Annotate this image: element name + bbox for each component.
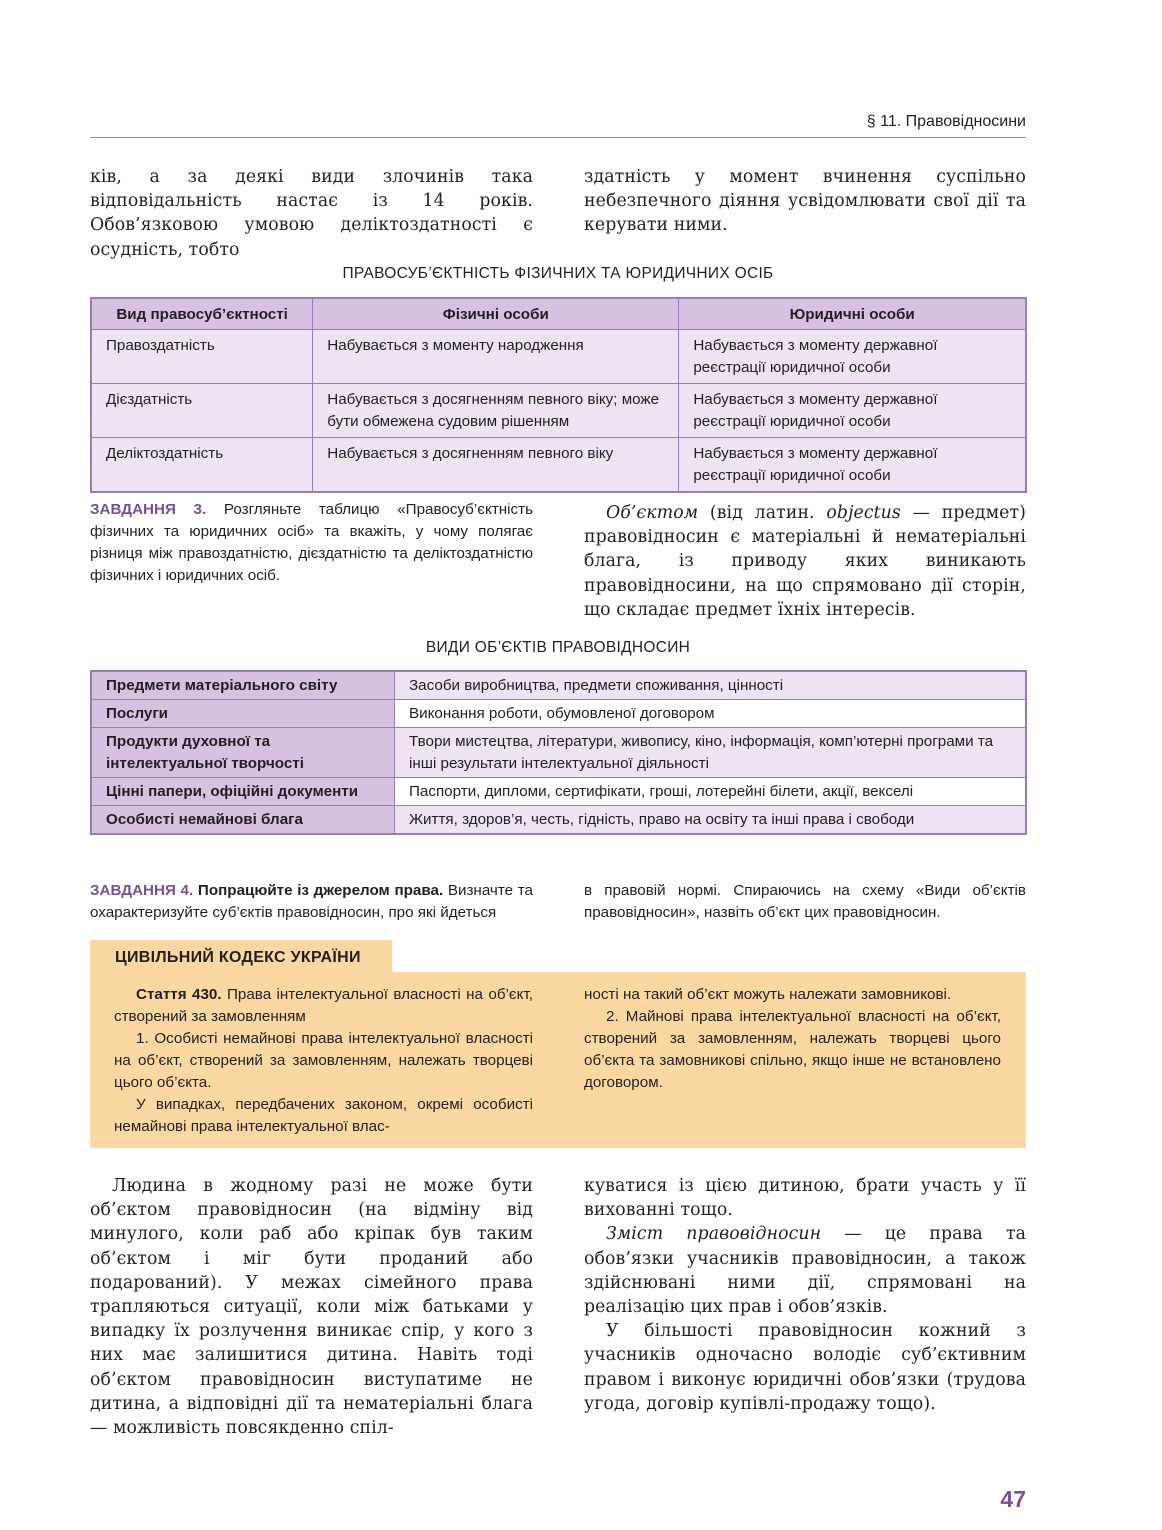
objects-table	[90, 670, 1027, 835]
article-heading	[114, 984, 533, 1028]
top-text-right	[584, 165, 1026, 238]
table-cell: Набувається з моменту державної реєстрації юридичної особи	[679, 330, 1026, 384]
table-cell: Твори мистецтва, літератури, живопису, кіно, інформація, комп’ютерні програми та інші результати інтелектуальної діяльності	[395, 728, 1027, 778]
task3	[90, 499, 533, 587]
top-text-left	[90, 165, 533, 262]
table-row	[91, 671, 1026, 700]
table-header-row	[91, 298, 1026, 330]
table-cell: Набувається з моменту народження	[313, 330, 679, 384]
term: Зміст правовідносин	[606, 1224, 822, 1245]
table1-caption: ПРАВОСУБ’ЄКТНІСТЬ ФІЗИЧНИХ ТА ЮРИДИЧНИХ ОСІБ	[342, 265, 774, 282]
table-cell: Життя, здоров’я, честь, гідність, право на освіту та інші права і свободи	[395, 806, 1027, 835]
latin-word: objectus	[826, 503, 901, 523]
text-fragment: — це права та обов’язки учасників правовідносин, а також здійснювані ними дії, спрямовані на реалізацію цих прав і обов’язків.	[584, 1224, 1026, 1318]
paragraph: У більшості правовідносин кожний з учасників одночасно володіє суб’єктивним правом і виконує юридичні обов’язки (трудова угода, договір купівлі-продажу тощо).	[584, 1321, 1026, 1414]
table-cell: Деліктоздатність	[91, 438, 313, 493]
paragraph: ків, а за деякі види злочинів така відповідальність настає із 14 років. Обов’язковою умовою деліктоздатності є осудність, тобто	[90, 167, 533, 260]
code-paragraph: ності на такий об’єкт можуть належати замовникові.	[584, 986, 952, 1003]
task-label: ЗАВДАННЯ 3.	[90, 501, 207, 518]
article-title: Права інтелектуальної власності на об’єкт, створений за замовленням	[114, 986, 533, 1025]
table-key-cell: Послуги	[91, 700, 395, 728]
table-row	[91, 438, 1026, 493]
task-bold: Попрацюйте із джерелом права.	[197, 882, 444, 899]
table-key-cell: Продукти духовної та інтелектуальної творчості	[91, 728, 395, 778]
code-paragraph: 1. Особисті немайнові права інтелектуальної власності на об’єкт, створений за замовленням, належать творцеві цього об’єкта.	[114, 1030, 533, 1091]
paragraph: Людина в жодному разі не може бути об’єктом правовідносин (на відміну від минулого, коли раб або кріпак був таким об’єктом і міг бути проданий або подарований). У межах сімейного права трапляються ситуації, коли між батьками у випадку їх розлучення виникає спір, у кого з них має залишитися дитина. Навіть тоді об’єктом правовідносин виступатиме не дитина, а відповідні дії та нематеріальні блага — можливість повсякденно спіл-	[90, 1176, 533, 1439]
task4-left	[90, 880, 533, 924]
table-row	[91, 384, 1026, 438]
bottom-text-left	[90, 1174, 533, 1440]
table2-caption: ВИДИ ОБ’ЄКТІВ ПРАВОВІДНОСИН	[425, 639, 691, 656]
paragraph: здатність у момент вчинення суспільно небезпечного діяння усвідомлювати свої дії та керувати ними.	[584, 167, 1026, 236]
civil-code-title: ЦИВІЛЬНИЙ КОДЕКС УКРАЇНИ	[115, 949, 361, 966]
code-paragraph: У випадках, передбачених законом, окремі особисті немайнові права інтелектуальної влас-	[114, 1096, 533, 1135]
article-label: Стаття 430.	[136, 986, 222, 1003]
table-key-cell: Цінні папери, офіційні документи	[91, 778, 395, 806]
column-header: Вид правосуб’єктності	[91, 298, 313, 330]
table-row	[91, 700, 1026, 728]
paragraph: куватися із цією дитиною, брати участь у її вихованні тощо.	[584, 1176, 1026, 1221]
term: Об’єктом	[606, 503, 699, 523]
column-header: Юридичні особи	[679, 298, 1026, 330]
page-number: 47	[1000, 1486, 1026, 1512]
running-header	[90, 110, 1026, 138]
table-cell: Набувається з моменту державної реєстрації юридичної особи	[679, 438, 1026, 493]
table-cell: Паспорти, дипломи, сертифікати, гроші, лотерейні білети, акції, векселі	[395, 778, 1027, 806]
table-cell: Набувається з моменту державної реєстрації юридичної особи	[679, 384, 1026, 438]
task-label: ЗАВДАННЯ 4.	[90, 882, 194, 899]
table-cell: Набувається з досягненням певного віку; може бути обмежена судовим рішенням	[313, 384, 679, 438]
table-key-cell: Особисті немайнові блага	[91, 806, 395, 835]
object-definition	[584, 501, 1026, 622]
code-paragraph: 2. Майнові права інтелектуальної власності на об’єкт, створений за замовленням, належать творцеві цього об’єкта та замовникові спільно, якщо інше не встановлено договором.	[584, 1008, 1001, 1091]
bottom-text-right	[584, 1174, 1026, 1416]
task-text: в правовій нормі. Спираючись на схему «Види об’єктів правовідносин», назвіть об’єкт цих правовідносин.	[584, 882, 1026, 921]
task-text: Визначте та охарактеризуйте суб’єктів правовідносин, про які йдеться	[90, 882, 533, 921]
table-row	[91, 728, 1026, 778]
table-cell: Засоби виробництва, предмети споживання, цінності	[395, 671, 1027, 700]
table-row	[91, 806, 1026, 835]
text-fragment: (від латин.	[709, 503, 815, 523]
table-cell: Набувається з досягненням певного віку	[313, 438, 679, 493]
civil-code-tab	[90, 940, 392, 974]
table-row	[91, 778, 1026, 806]
legal-capacity-table	[90, 297, 1027, 493]
text-fragment: — предмет) правовідносин є матеріальні й нематеріальні блага, із приводу яких виникають правовідносини, на що спрямовано дії сторін, що складає предмет їхніх інтересів.	[584, 503, 1026, 620]
code-left-column	[114, 984, 533, 1138]
table-key-cell: Предмети матеріального світу	[91, 671, 395, 700]
task-text: Розгляньте таблицю «Правосуб’єктність фізичних та юридичних осіб» та вкажіть, у чому полягає різниця між правоздатністю, дієздатністю та деліктоздатністю фізичних і юридичних осіб.	[90, 501, 533, 584]
table-row	[91, 330, 1026, 384]
table-cell: Виконання роботи, обумовленої договором	[395, 700, 1027, 728]
section-title: § 11. Правовідносини	[866, 113, 1026, 130]
paragraph	[584, 501, 1026, 622]
task4-right	[584, 880, 1026, 924]
column-header: Фізичні особи	[313, 298, 679, 330]
table-cell: Дієздатність	[91, 384, 313, 438]
table-cell: Правоздатність	[91, 330, 313, 384]
paragraph	[584, 1222, 1026, 1319]
code-right-column	[584, 984, 1001, 1094]
